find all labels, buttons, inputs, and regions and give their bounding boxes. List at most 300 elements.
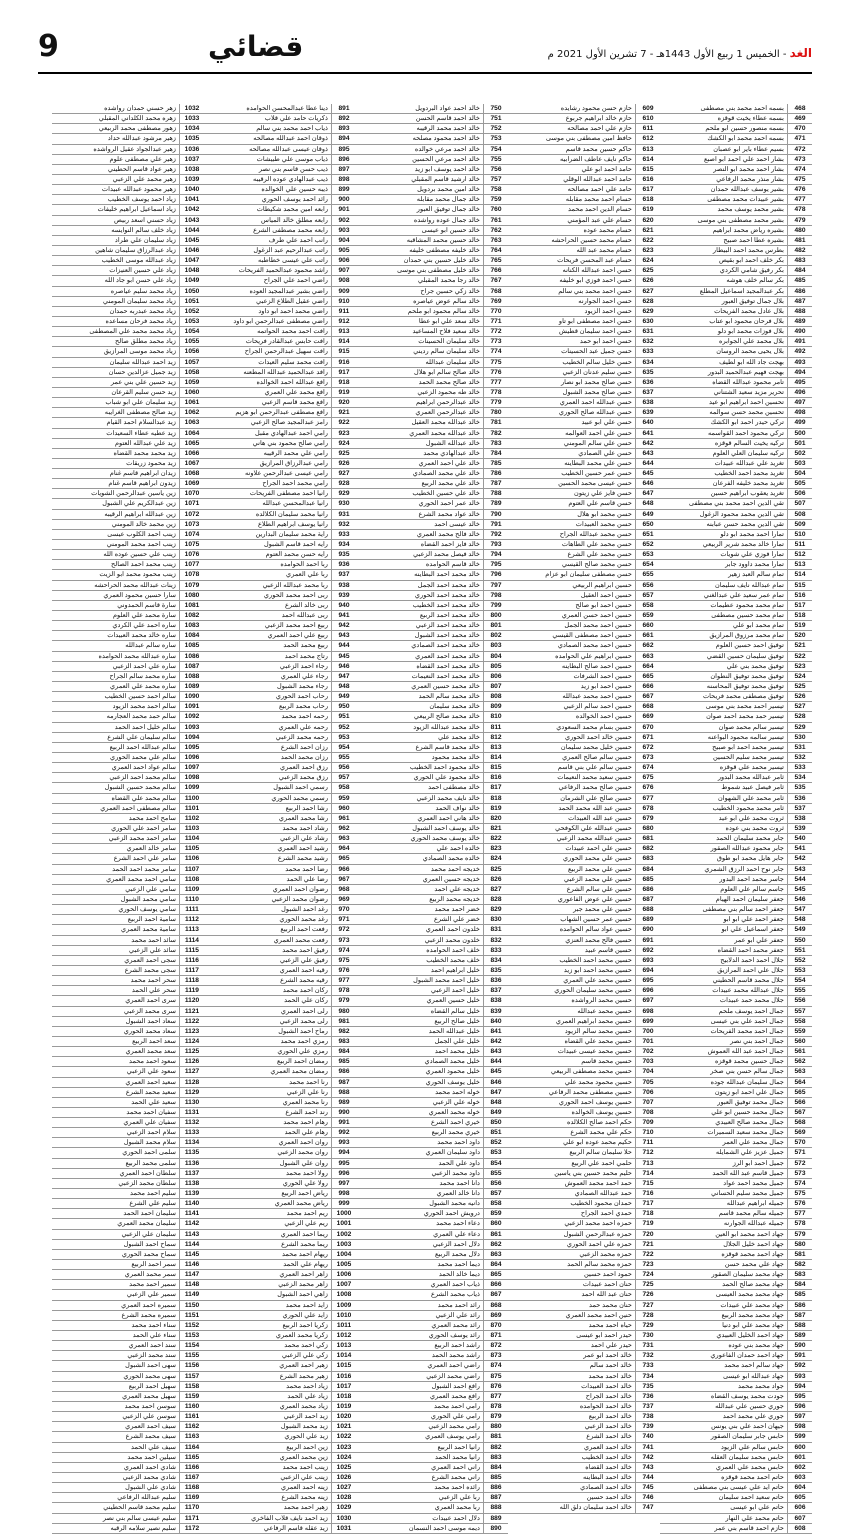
entry-number: 830 <box>483 915 508 924</box>
list-item <box>660 1514 812 1524</box>
entry-name: زيد صالح مصطفى الغرايبه <box>104 409 176 417</box>
list-item <box>52 358 204 368</box>
entry-name: جعفر علي ابو عمر <box>734 936 784 944</box>
entry-name: خالد محمد احمد الزعبي <box>415 622 480 630</box>
entry-name: سليم عبدالله الرفاعي <box>117 1494 176 1502</box>
entry-number: 639 <box>635 408 660 417</box>
entry-name: حامد احمد عبدالله الوقلي <box>563 175 632 183</box>
entry-name: زهير علي مصطفى علوم <box>109 155 176 163</box>
entry-number: 1021 <box>331 1422 356 1431</box>
entry-name: حليم محمد حسين بني ياسين <box>554 1169 632 1177</box>
list-item <box>660 1169 812 1179</box>
date-line: - الخميس 1 ربيع الأول 1443هـ - 7 تشرين الأول 2021 م <box>547 49 787 60</box>
entry-number: 918 <box>331 378 356 387</box>
entry-name: حسن احمد ابو حمد <box>579 338 632 346</box>
entry-number: 1145 <box>179 1250 204 1259</box>
entry-name: سامية محمد العمري <box>121 926 176 934</box>
entry-number: 528 <box>787 712 812 721</box>
entry-name: خالد عمر احمد الحوري <box>418 500 480 508</box>
list-item <box>52 723 204 733</box>
list-item <box>660 672 812 682</box>
entry-number: 984 <box>331 1047 356 1056</box>
entry-name: سليمان احمد الحمد <box>123 1210 176 1218</box>
entry-number: 496 <box>787 388 812 397</box>
list-item <box>660 601 812 611</box>
entry-name: سالم مصطفى احمد العمري <box>100 804 176 812</box>
list-item <box>204 996 356 1006</box>
entry-name: خالد طه محمود الزعبي <box>417 388 480 396</box>
list-item <box>660 1007 812 1017</box>
list-item <box>204 114 356 124</box>
entry-name: حسين يوسف احمد الحوري <box>558 1098 632 1106</box>
entry-name: خالد محمد قاسم الشرع <box>415 743 480 751</box>
entry-name: حسن خليل سالم الخطيب <box>562 358 632 366</box>
list-item <box>52 966 204 976</box>
entry-number: 798 <box>483 591 508 600</box>
list-item <box>52 1148 204 1158</box>
list-item <box>52 1169 204 1179</box>
entry-number: 612 <box>635 134 660 143</box>
list-item <box>356 936 508 946</box>
list-item <box>204 723 356 733</box>
entry-name: ساره احمد علي الكردي <box>112 622 176 630</box>
list-item <box>508 1118 660 1128</box>
list-item <box>204 794 356 804</box>
entry-name: رايه احمد قاسم الشبول <box>263 541 328 549</box>
page-header <box>38 28 812 66</box>
list-item <box>204 581 356 591</box>
entry-name: خالد محمد علي <box>438 733 480 741</box>
entry-number: 779 <box>483 398 508 407</box>
entry-name: ثروت محمد علي ابو عيد <box>718 814 784 822</box>
list-item <box>356 418 508 428</box>
list-item <box>508 1290 660 1300</box>
entry-name: زاهر احمد العمري <box>279 1271 328 1279</box>
entry-name: خضر احمد محمد <box>434 906 480 914</box>
entry-number: 1075 <box>179 540 204 549</box>
entry-name: خالد ارشيد قاسم المقبلي <box>411 175 480 183</box>
list-item <box>204 1037 356 1047</box>
entry-number: 607 <box>787 1514 812 1523</box>
entry-name: بهجت جاد الله ابو لطيف <box>719 358 784 366</box>
entry-number: 796 <box>483 570 508 579</box>
list-item <box>660 1230 812 1240</box>
list-item <box>508 753 660 763</box>
entry-number: 1017 <box>331 1382 356 1391</box>
list-item <box>356 1463 508 1473</box>
entry-number: 632 <box>635 337 660 346</box>
list-item <box>204 1007 356 1017</box>
entry-number: 482 <box>787 246 812 255</box>
entry-number: 733 <box>635 1361 660 1370</box>
list-item <box>52 1017 204 1027</box>
entry-number: 1065 <box>179 439 204 448</box>
list-item <box>508 834 660 844</box>
entry-name: خالد عواد محمد الشرع <box>418 510 480 518</box>
entry-number: 719 <box>635 1219 660 1228</box>
entry-name: بلال محمد علي الجوابره <box>719 338 784 346</box>
entry-name: ركان احمد محمد <box>282 987 328 995</box>
list-item <box>356 1260 508 1270</box>
entry-name: دلال احمد الزعبي <box>432 1240 480 1248</box>
list-item <box>204 936 356 946</box>
list-item <box>356 540 508 550</box>
list-item <box>356 266 508 276</box>
entry-name: رافع محمد العمري <box>429 1392 480 1400</box>
entry-name: حازم علي احمد مصالحه <box>567 125 632 133</box>
entry-number: 562 <box>787 1057 812 1066</box>
entry-name: خالد سليمان الحسينات <box>418 338 480 346</box>
entry-number: 886 <box>483 1483 508 1492</box>
entry-number: 1029 <box>331 1503 356 1512</box>
entry-number: 785 <box>483 459 508 468</box>
entry-name: زياد محمد موسى المرازيق <box>103 348 176 356</box>
entry-name: رائد احمد يوسف الحوري <box>261 196 328 204</box>
list-item <box>660 489 812 499</box>
list-item <box>508 662 660 672</box>
entry-name: خالد محمد احمد الشبول <box>414 632 480 640</box>
entry-name: خليل صالح الربيع <box>434 1017 480 1025</box>
entry-name: رجاء احمد الزعبي <box>279 662 328 670</box>
list-item <box>52 925 204 935</box>
entry-number: 972 <box>331 925 356 934</box>
list-item <box>204 175 356 185</box>
entry-name: ربى خالد الشرع <box>284 601 328 609</box>
entry-name: حمزه احمد محمد الزعبي <box>564 1220 632 1228</box>
list-item <box>356 591 508 601</box>
entry-name: خليل احمد الزعبي <box>431 987 480 995</box>
entry-name: رولا احمد محمد <box>285 1169 328 1177</box>
list-item <box>52 1118 204 1128</box>
entry-name: سالم سليمان علي الشرع <box>107 733 176 741</box>
list-item <box>356 1118 508 1128</box>
list-item <box>52 469 204 479</box>
entry-name: جوري علي محمد احمد <box>722 1413 784 1421</box>
list-item <box>204 854 356 864</box>
entry-name: زين عبدالله ابراهيم الرقيبه <box>104 510 176 518</box>
entry-name: سائد علي الزعبي <box>128 946 176 954</box>
list-item <box>508 946 660 956</box>
entry-name: سائد احمد محمد <box>131 936 176 944</box>
entry-number: 753 <box>483 134 508 143</box>
list-item <box>660 1088 812 1098</box>
entry-name: رحمه علي العمري <box>278 723 328 731</box>
entry-number: 831 <box>483 925 508 934</box>
entry-number: 1144 <box>179 1240 204 1249</box>
list-item <box>52 581 204 591</box>
list-item <box>660 854 812 864</box>
list-item <box>660 1118 812 1128</box>
entry-number: 850 <box>483 1118 508 1127</box>
entry-name: حسن فايز علي زيتون <box>574 490 632 498</box>
entry-name: حافظ امين مصطفى بني موسى <box>546 135 632 143</box>
entry-number: 891 <box>331 104 356 113</box>
entry-number: 873 <box>483 1351 508 1360</box>
list-item <box>508 398 660 408</box>
list-item <box>356 1088 508 1098</box>
list-item <box>508 195 660 205</box>
list-item <box>508 1301 660 1311</box>
entry-number: 1098 <box>179 773 204 782</box>
entry-name: جميله ابراهيم عبدالله <box>726 1200 784 1208</box>
list-item <box>204 1199 356 1209</box>
entry-name: سيلين احمد محمد <box>127 1453 176 1461</box>
entry-name: حاتم محمد علي النهار <box>725 1514 784 1522</box>
list-item <box>660 946 812 956</box>
entry-name: خالد محمد احمد الخطيب <box>412 601 480 609</box>
entry-name: حسين عبدالله علي الكوفحي <box>555 824 632 832</box>
entry-number: 1000 <box>331 1209 356 1218</box>
entry-number: 805 <box>483 662 508 671</box>
list-item <box>508 1260 660 1270</box>
entry-number: 879 <box>483 1412 508 1421</box>
entry-number: 1127 <box>179 1067 204 1076</box>
entry-name: ريم علي الزعبي <box>284 1220 328 1228</box>
entry-number: 530 <box>787 733 812 742</box>
list-item <box>356 1473 508 1483</box>
entry-number: 949 <box>331 692 356 701</box>
entry-name: خالد امين محمد بردويل <box>417 186 480 194</box>
entry-name: حنان احمد عبيدات <box>582 1281 632 1289</box>
entry-number: 961 <box>331 814 356 823</box>
list-item <box>356 865 508 875</box>
entry-number: 544 <box>787 875 812 884</box>
entry-name: رشيد احمد العمري <box>277 845 328 853</box>
entry-name: خالد علي محمد الربيع <box>421 480 480 488</box>
list-item <box>356 611 508 621</box>
entry-name: رفيق علي الزعبي <box>279 956 328 964</box>
entry-name: خالد صالح سالم ابو هلال <box>414 368 480 376</box>
entry-number: 1126 <box>179 1057 204 1066</box>
entry-name: حسين محمد ابراهيم العمري <box>555 1017 632 1025</box>
entry-number: 1105 <box>179 844 204 853</box>
entry-name: جميل محمد احمد عواد <box>723 1179 784 1187</box>
list-item <box>508 1209 660 1219</box>
entry-name: بشيره رياض محمد ابراهيم <box>712 226 784 234</box>
list-item <box>508 347 660 357</box>
entry-name: جاسر محمد احمد البدور <box>719 875 784 883</box>
entry-number: 976 <box>331 966 356 975</box>
list-item <box>52 520 204 530</box>
list-item <box>660 804 812 814</box>
entry-number: 1139 <box>179 1189 204 1198</box>
entry-name: جهاد محمد صالح الحمد <box>722 1281 784 1289</box>
entry-number: 1063 <box>179 418 204 427</box>
entry-number: 1036 <box>179 145 204 154</box>
entry-name: حسن عيسى محمد الحسين <box>558 480 632 488</box>
entry-number: 1117 <box>179 966 204 975</box>
entry-name: زكريا محمد العمري <box>275 1332 328 1340</box>
list-item <box>204 976 356 986</box>
entry-number: 859 <box>483 1209 508 1218</box>
entry-name: رافع عبدالله احمد الخوالده <box>256 378 328 386</box>
entry-number: 688 <box>635 905 660 914</box>
list-item <box>52 165 204 175</box>
entry-number: 807 <box>483 682 508 691</box>
entry-name: خالد محمد حسين العمري <box>411 683 480 691</box>
list-item <box>204 641 356 651</box>
entry-number: 1062 <box>179 408 204 417</box>
list-item <box>508 723 660 733</box>
entry-number: 813 <box>483 743 508 752</box>
entry-number: 784 <box>483 449 508 458</box>
list-item <box>52 1219 204 1229</box>
entry-number: 739 <box>635 1422 660 1431</box>
entry-number: 1104 <box>179 834 204 843</box>
entry-number: 550 <box>787 936 812 945</box>
list-item <box>52 408 204 418</box>
entry-name: جهاد عبدالله ابو عيسى <box>723 1372 784 1380</box>
entry-number: 483 <box>787 256 812 265</box>
list-item <box>660 1108 812 1118</box>
entry-number: 519 <box>787 621 812 630</box>
list-item <box>508 865 660 875</box>
entry-number: 529 <box>787 723 812 732</box>
entry-name: سعد محمد العمري <box>125 1048 176 1056</box>
entry-number: 869 <box>483 1311 508 1320</box>
entry-number: 1012 <box>331 1331 356 1340</box>
list-item <box>52 915 204 925</box>
entry-number: 1051 <box>179 297 204 306</box>
entry-number: 791 <box>483 520 508 529</box>
entry-name: خالد عبدالله الشبول <box>425 439 480 447</box>
entry-name: سهيل احمد الربيع <box>128 1382 176 1390</box>
entry-name: داود علي الحمد <box>438 1159 480 1167</box>
list-item <box>356 297 508 307</box>
list-item <box>204 449 356 459</box>
entry-number: 666 <box>635 682 660 691</box>
entry-number: 579 <box>787 1230 812 1239</box>
entry-name: بهجت فهيم عبدالحميد البدور <box>707 368 784 376</box>
list-item <box>508 1067 660 1077</box>
entry-number: 941 <box>331 611 356 620</box>
entry-number: 716 <box>635 1189 660 1198</box>
entry-name: زياد علي الحمد <box>287 1392 328 1400</box>
entry-name: زينه احمد العمري <box>280 1484 328 1492</box>
entry-number: 824 <box>483 854 508 863</box>
entry-number: 912 <box>331 317 356 326</box>
entry-number: 978 <box>331 986 356 995</box>
entry-number: 966 <box>331 865 356 874</box>
list-item <box>52 1179 204 1189</box>
entry-name: حسن احمد محمد بني سالم <box>558 287 632 295</box>
list-item <box>52 611 204 621</box>
list-item <box>660 1443 812 1453</box>
entry-number: 490 <box>787 327 812 336</box>
entry-number: 905 <box>331 246 356 255</box>
entry-number: 929 <box>331 489 356 498</box>
list-item <box>52 1007 204 1017</box>
entry-number: 1016 <box>331 1372 356 1381</box>
list-item <box>52 1128 204 1138</box>
entry-number: 919 <box>331 388 356 397</box>
entry-number: 701 <box>635 1037 660 1046</box>
entry-number: 1060 <box>179 388 204 397</box>
entry-number: 672 <box>635 743 660 752</box>
list-item <box>508 337 660 347</box>
list-item <box>660 743 812 753</box>
entry-name: حسن عبدالله احمد العمري <box>559 399 632 407</box>
entry-number: 854 <box>483 1159 508 1168</box>
entry-number: 823 <box>483 844 508 853</box>
list-item <box>356 1240 508 1250</box>
entry-name: حسين محمد الرواشده <box>571 997 632 1005</box>
list-item <box>356 469 508 479</box>
entry-number: 930 <box>331 499 356 508</box>
entry-number: 611 <box>635 124 660 133</box>
list-item <box>508 1432 660 1442</box>
entry-name: خالد احمد يوسف ابو زيد <box>414 165 480 173</box>
entry-number: 934 <box>331 540 356 549</box>
entry-name: خديجه احمد محمد <box>430 865 480 873</box>
list-item <box>204 1078 356 1088</box>
list-item <box>356 1250 508 1260</box>
list-item <box>204 712 356 722</box>
list-item <box>508 682 660 692</box>
entry-name: تقي الدين محمد حسن عبابنه <box>706 520 784 528</box>
entry-name: تيسير حمد محمد احمد صوان <box>706 713 784 721</box>
list-item <box>508 1007 660 1017</box>
entry-name: خوله محمد العمري <box>428 1108 480 1116</box>
entry-name: حسين يوسف الخوالده <box>571 1108 632 1116</box>
entry-number: 566 <box>787 1098 812 1107</box>
entry-number: 658 <box>635 601 660 610</box>
entry-name: رهام علي الحمد <box>284 1129 328 1137</box>
entry-number: 894 <box>331 134 356 143</box>
entry-number: 860 <box>483 1219 508 1228</box>
list-item <box>52 824 204 834</box>
entry-name: خالد احمد الربيع <box>588 1413 632 1421</box>
entry-name: خالد محمد احمد البطاينه <box>414 571 480 579</box>
entry-name: سجى احمد العمري <box>124 956 176 964</box>
entry-name: خالد نايف محمد الزعبي <box>416 794 480 802</box>
entry-name: خضر علي الشرع <box>433 916 480 924</box>
list-item <box>660 996 812 1006</box>
entry-name: رسمي احمد الشبول <box>273 784 328 792</box>
entry-name: راضي احمد علي الجراح <box>263 277 328 285</box>
list-item <box>204 378 356 388</box>
entry-number: 1064 <box>179 429 204 438</box>
list-item <box>204 216 356 226</box>
entry-number: 605 <box>787 1493 812 1502</box>
entry-number: 855 <box>483 1169 508 1178</box>
list-item <box>204 682 356 692</box>
entry-name: جيهان احمد علي بني يونس <box>711 1423 784 1431</box>
entry-name: حسين عبد الله العبيدات <box>568 814 632 822</box>
entry-name: خلدون احمد العمري <box>425 926 480 934</box>
list-item <box>204 1067 356 1077</box>
list-item <box>508 287 660 297</box>
list-item <box>204 783 356 793</box>
entry-name: رمضان محمد العمري <box>270 1068 328 1076</box>
entry-name: ربا احمد الحوامده <box>280 561 328 569</box>
entry-number: 1022 <box>331 1432 356 1441</box>
entry-number: 995 <box>331 1159 356 1168</box>
entry-name: ذياب موسى علي طبيشات <box>256 155 328 163</box>
entry-number: 756 <box>483 165 508 174</box>
entry-number: 603 <box>787 1473 812 1482</box>
list-item <box>204 1372 356 1382</box>
entry-name: ذوقان احمد عبدالله مصالحه <box>253 135 328 143</box>
list-item <box>52 510 204 520</box>
list-item <box>356 347 508 357</box>
entry-name: راشد احمد الربيع <box>434 1342 480 1350</box>
entry-name: سرى محمد الزعبي <box>124 1007 176 1015</box>
entry-name: زهر حسني حمدان رواشده <box>104 105 176 112</box>
entry-number: 778 <box>483 388 508 397</box>
entry-name: رانيا احمد الربيع <box>437 1443 480 1451</box>
entry-name: جمال احمد يوسف ملحم <box>718 1007 784 1015</box>
